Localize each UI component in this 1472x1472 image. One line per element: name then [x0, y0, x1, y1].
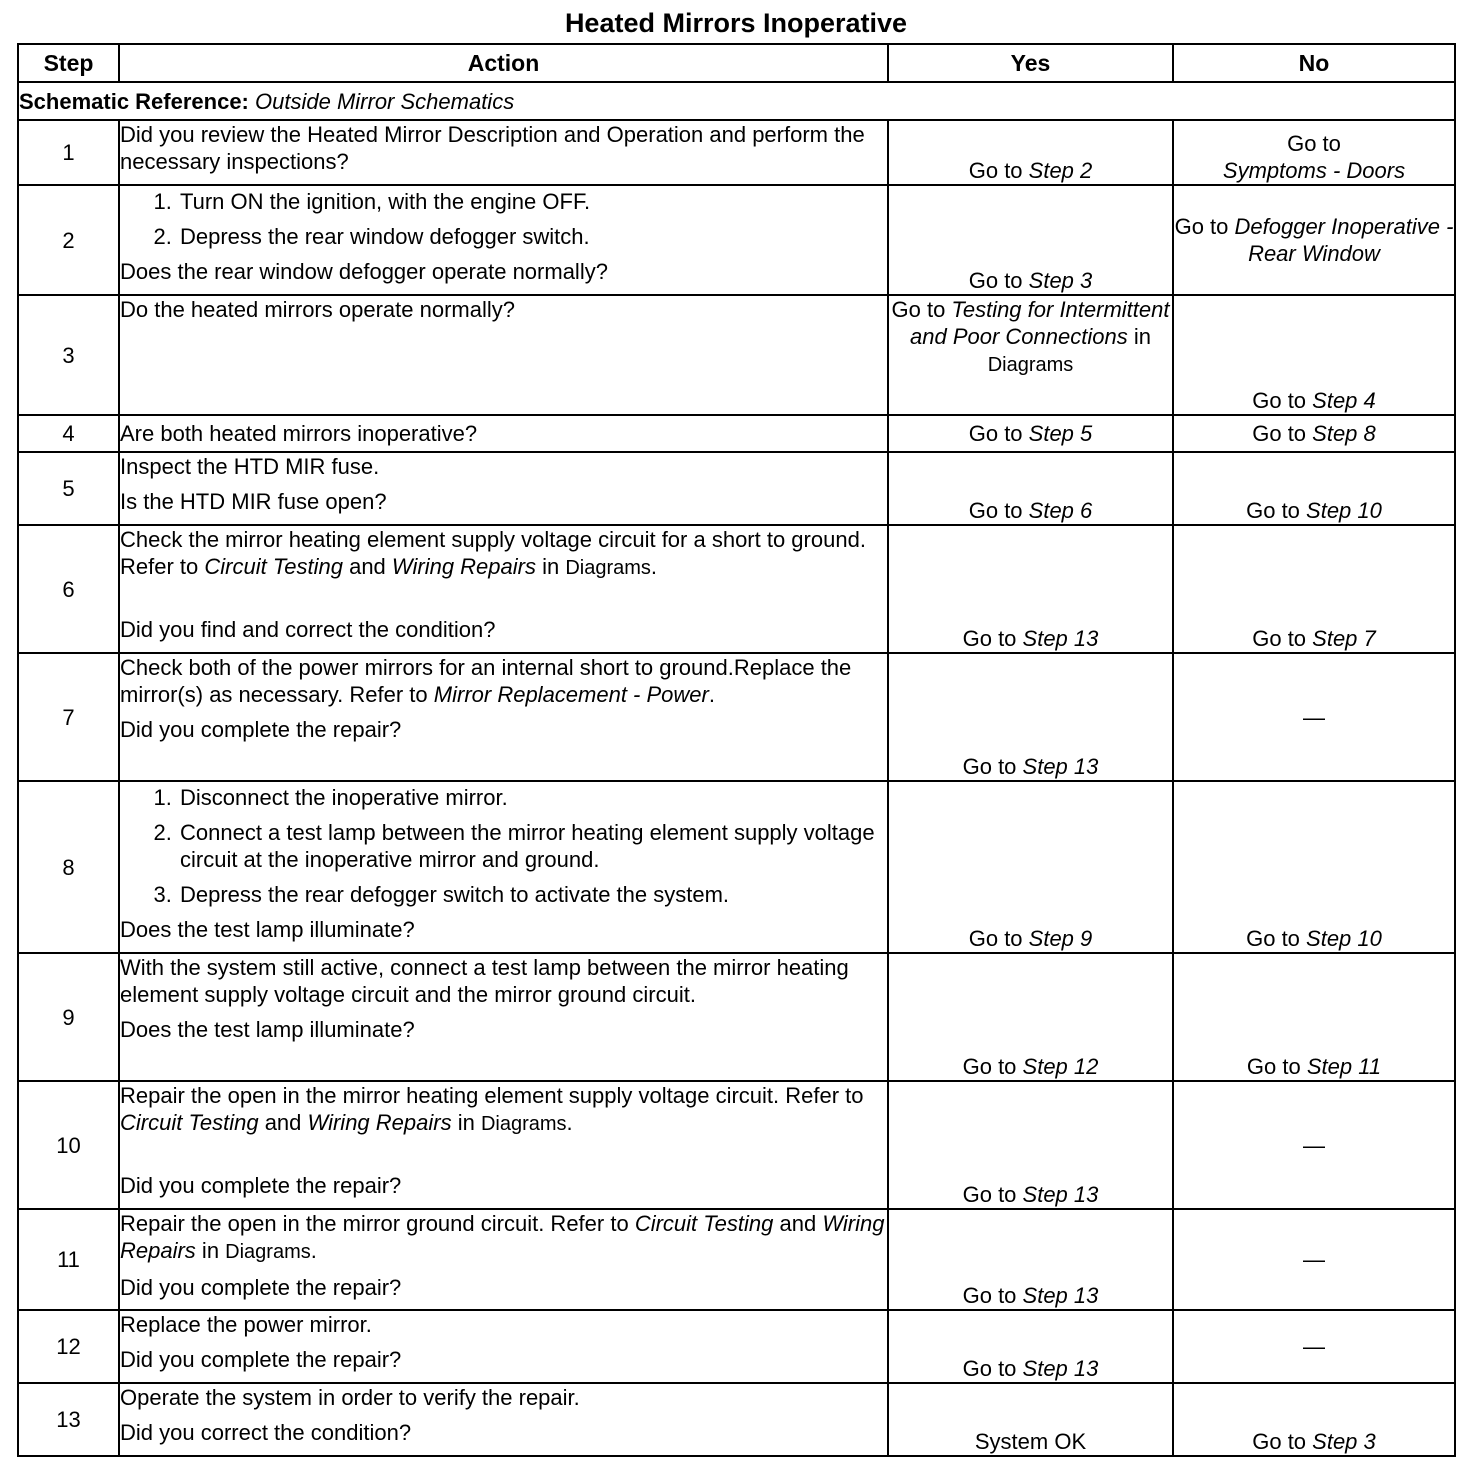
yes-cell: System OK [888, 1383, 1173, 1456]
table-row [18, 295, 1455, 415]
yes-link[interactable]: Step 12 [1022, 1054, 1099, 1079]
reference-link[interactable]: Circuit Testing [634, 1211, 774, 1236]
table-row [18, 452, 1455, 525]
no-cell: Go to Step 11 [1173, 953, 1455, 1081]
action-cell: Inspect the HTD MIR fuse. Is the HTD MIR fuse open? [119, 452, 888, 525]
schematic-reference-row [18, 82, 1455, 120]
yes-link[interactable]: Step 13 [1022, 754, 1099, 779]
no-cell: Go to Step 3 [1173, 1383, 1455, 1456]
action-cell: With the system still active, connect a test lamp between the mirror heating element supply voltage circuit and the mirror ground circuit. Does the test lamp illuminate? [119, 953, 888, 1081]
step-number: 7 [18, 653, 119, 781]
yes-cell: Go to Step 5 [888, 415, 1173, 452]
step-number: 12 [18, 1310, 119, 1383]
table-row [18, 525, 1455, 653]
diagnostic-table [17, 43, 1456, 1457]
step-number: 2 [18, 185, 119, 295]
yes-link[interactable]: Testing for Intermittent and Poor Connections [910, 297, 1170, 349]
no-link[interactable]: Step 10 [1306, 926, 1382, 951]
no-link[interactable]: Step 10 [1306, 498, 1382, 523]
yes-link[interactable]: Step 13 [1022, 626, 1099, 651]
yes-link[interactable]: Step 2 [1028, 158, 1093, 183]
header-row [18, 44, 1455, 82]
no-link[interactable]: Step 7 [1312, 626, 1376, 651]
no-cell: Go to Step 8 [1173, 415, 1455, 452]
reference-link[interactable]: Mirror Replacement - Power [433, 682, 709, 707]
table-row [18, 185, 1455, 295]
step-number: 1 [18, 120, 119, 185]
yes-cell: Go to Step 13 [888, 525, 1173, 653]
no-cell: Go to Step 10 [1173, 781, 1455, 953]
reference-link[interactable]: Circuit Testing [120, 1110, 259, 1135]
yes-cell: Go to Step 12 [888, 953, 1173, 1081]
step-number: 4 [18, 415, 119, 452]
step-number: 13 [18, 1383, 119, 1456]
step-number: 10 [18, 1081, 119, 1209]
step-number: 11 [18, 1209, 119, 1310]
table-row [18, 415, 1455, 452]
no-cell: — [1173, 653, 1455, 781]
schematic-link[interactable]: Outside Mirror Schematics [255, 88, 515, 114]
no-cell: Go to Step 7 [1173, 525, 1455, 653]
yes-cell: Go to Testing for Intermittent and Poor Connections in Diagrams [888, 295, 1173, 415]
table-row [18, 1209, 1455, 1310]
action-cell: Did you review the Heated Mirror Description and Operation and perform the necessary inspections? [119, 120, 888, 185]
action-cell: 1. Turn ON the ignition, with the engine OFF. 2. Depress the rear window defogger switch. Does the rear window defogger operate normally? [119, 185, 888, 295]
action-cell: Operate the system in order to verify the repair. Did you correct the condition? [119, 1383, 888, 1456]
yes-cell: Go to Step 13 [888, 653, 1173, 781]
action-list: 1. Turn ON the ignition, with the engine OFF. 2. Depress the rear window defogger switch. [120, 188, 887, 250]
yes-link[interactable]: Step 13 [1022, 1356, 1099, 1381]
yes-cell: Go to Step 13 [888, 1209, 1173, 1310]
step-number: 3 [18, 295, 119, 415]
table-row [18, 1310, 1455, 1383]
step-number: 9 [18, 953, 119, 1081]
header-no: No [1173, 44, 1455, 82]
reference-link[interactable]: Wiring Repairs [120, 1211, 885, 1263]
yes-link[interactable]: Step 13 [1022, 1182, 1099, 1207]
page-title: Heated Mirrors Inoperative [564, 8, 908, 38]
no-link[interactable]: Defogger Inoperative - Rear Window [1234, 214, 1454, 266]
no-link[interactable]: Step 8 [1312, 421, 1376, 446]
step-number: 6 [18, 525, 119, 653]
yes-cell: Go to Step 6 [888, 452, 1173, 525]
no-link[interactable]: Symptoms - Doors [1222, 158, 1406, 183]
no-cell: Go to Step 4 [1173, 295, 1455, 415]
no-cell: Go to Defogger Inoperative - Rear Window [1173, 185, 1455, 295]
no-link[interactable]: Step 11 [1306, 1054, 1382, 1079]
header-action: Action [119, 44, 888, 82]
yes-link[interactable]: Step 3 [1028, 268, 1093, 293]
action-cell: Replace the power mirror. Did you complete the repair? [119, 1310, 888, 1383]
table-row [18, 653, 1455, 781]
action-cell: Repair the open in the mirror ground circuit. Refer to Circuit Testing and Wiring Repairs in Diagrams. Did you complete the repair? [119, 1209, 888, 1310]
step-number: 5 [18, 452, 119, 525]
table-row [18, 1383, 1455, 1456]
reference-link[interactable]: Wiring Repairs [391, 554, 536, 579]
header-step: Step [18, 44, 119, 82]
no-cell: Go to Symptoms - Doors [1173, 120, 1455, 185]
yes-cell: Go to Step 13 [888, 1310, 1173, 1383]
yes-link[interactable]: Step 9 [1028, 926, 1093, 951]
no-link[interactable]: Step 4 [1312, 388, 1376, 413]
yes-link[interactable]: Step 13 [1022, 1283, 1099, 1308]
schematic-reference: Schematic Reference: Outside Mirror Schematics [18, 82, 1455, 120]
action-cell: Do the heated mirrors operate normally? [119, 295, 888, 415]
yes-cell: Go to Step 3 [888, 185, 1173, 295]
table-row [18, 1081, 1455, 1209]
yes-link[interactable]: Step 6 [1028, 498, 1093, 523]
no-cell: Go to Step 10 [1173, 452, 1455, 525]
no-cell: — [1173, 1310, 1455, 1383]
action-cell: 1. Disconnect the inoperative mirror. 2. Connect a test lamp between the mirror heating element supply voltage circuit at the inoperative mirror and ground. 3. Depress the rear defogger switch to activate the system. Does the test lamp illuminate? [119, 781, 888, 953]
yes-link[interactable]: Step 5 [1028, 421, 1093, 446]
header-yes: Yes [888, 44, 1173, 82]
table-row [18, 953, 1455, 1081]
reference-link[interactable]: Circuit Testing [204, 554, 343, 579]
reference-link[interactable]: Wiring Repairs [307, 1110, 452, 1135]
step-number: 8 [18, 781, 119, 953]
table-row [18, 120, 1455, 185]
yes-cell: Go to Step 9 [888, 781, 1173, 953]
action-cell: Check the mirror heating element supply voltage circuit for a short to ground. Refer to Circuit Testing and Wiring Repairs in Diagrams. Did you find and correct the condition? [119, 525, 888, 653]
action-list: 1. Disconnect the inoperative mirror. 2. Connect a test lamp between the mirror heating element supply voltage circuit at the inoperative mirror and ground. 3. Depress the rear defogger switch to activate the system. [120, 784, 887, 908]
yes-cell: Go to Step 2 [888, 120, 1173, 185]
no-cell: — [1173, 1081, 1455, 1209]
no-cell: — [1173, 1209, 1455, 1310]
no-link[interactable]: Step 3 [1312, 1429, 1376, 1454]
action-cell: Check both of the power mirrors for an internal short to ground.Replace the mirror(s) as necessary. Refer to Mirror Replacement - Power. Did you complete the repair? [119, 653, 888, 781]
action-cell: Repair the open in the mirror heating element supply voltage circuit. Refer to Circuit Testing and Wiring Repairs in Diagrams. Did you complete the repair? [119, 1081, 888, 1209]
table-row [18, 781, 1455, 953]
action-cell: Are both heated mirrors inoperative? [119, 415, 888, 452]
yes-cell: Go to Step 13 [888, 1081, 1173, 1209]
